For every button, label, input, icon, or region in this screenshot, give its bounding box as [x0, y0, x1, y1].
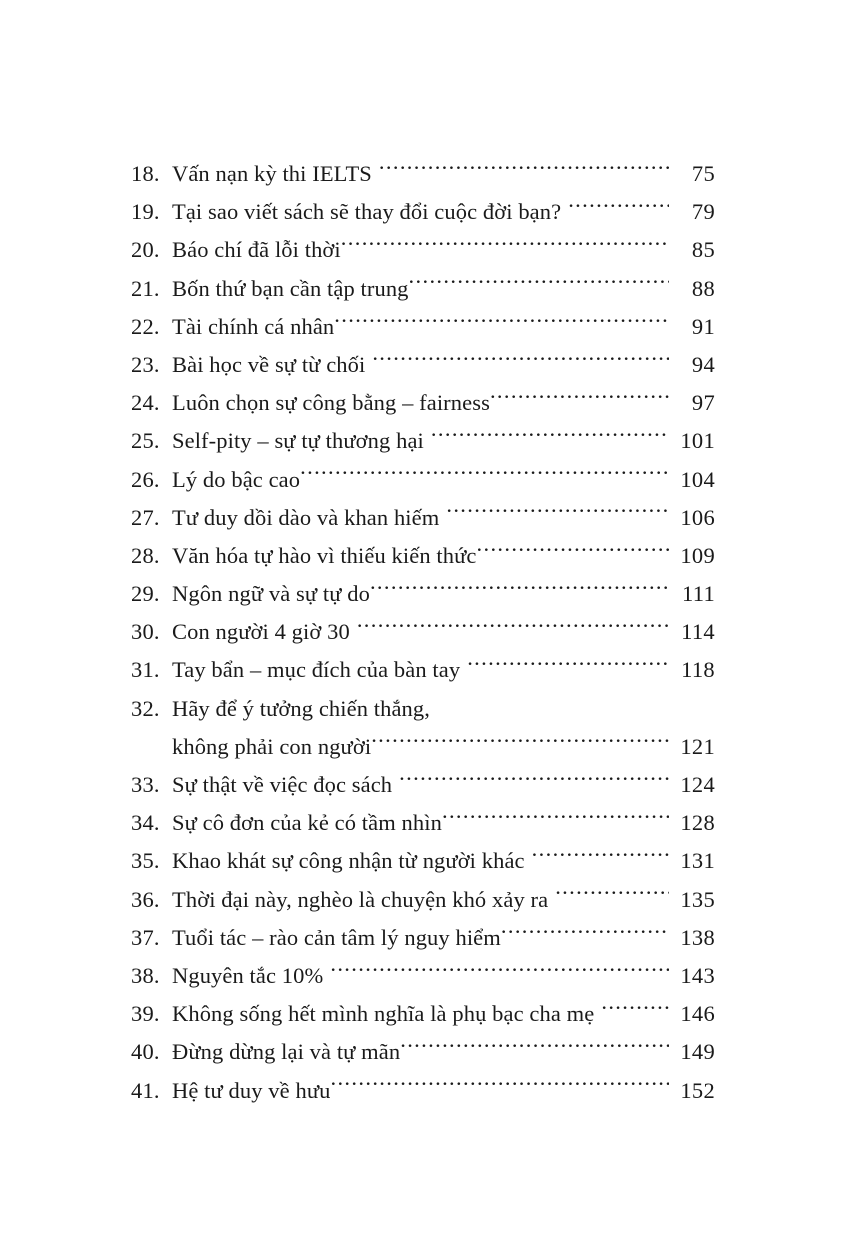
toc-entry-page-number: 79 — [691, 199, 715, 225]
toc-entry-line[interactable] — [131, 1033, 715, 1071]
toc-entry-page-number: 143 — [680, 962, 715, 988]
toc-entry-number: 32. — [131, 695, 160, 721]
toc-entry-line[interactable] — [131, 155, 715, 193]
toc-entry-number: 37. — [131, 924, 160, 950]
dot-leader — [372, 349, 669, 372]
toc-entry-title: Sự cô đơn của kẻ có tầm nhìn — [172, 810, 442, 836]
toc-entry-title: Lý do bậc cao — [172, 466, 301, 492]
toc-entry[interactable] — [131, 1033, 715, 1071]
toc-entry[interactable] — [131, 346, 715, 384]
toc-entry-number: 22. — [131, 313, 160, 339]
toc-entry-title: Tại sao viết sách sẽ thay đổi cuộc đời bạn? — [172, 199, 562, 225]
toc-entry[interactable] — [131, 613, 715, 651]
toc-entry-page-number: 94 — [691, 351, 715, 377]
toc-entry-title: Đừng dừng lại và tự mãn — [172, 1039, 401, 1065]
toc-entry-title: Báo chí đã lỗi thời — [172, 237, 341, 263]
toc-entry-title: Bốn thứ bạn cần tập trung — [172, 275, 409, 301]
toc-entry-page-number: 114 — [681, 619, 715, 645]
toc-entry[interactable] — [131, 308, 715, 346]
toc-entry-number: 24. — [131, 390, 160, 416]
toc-entry-title: Nguyên tắc 10% — [172, 962, 324, 988]
toc-entry[interactable] — [131, 422, 715, 460]
toc-entry-number: 18. — [131, 161, 160, 186]
dot-leader — [371, 731, 669, 754]
toc-entry-number: 41. — [131, 1077, 160, 1103]
toc-entry-title: Hệ tư duy về hưu — [172, 1077, 331, 1103]
toc-entry-line[interactable] — [131, 1072, 715, 1110]
toc-entry-number: 20. — [131, 237, 160, 263]
toc-entry-page-number: 128 — [680, 810, 715, 836]
toc-entry-line[interactable] — [131, 651, 715, 689]
toc-entry-title: Con người 4 giờ 30 — [172, 619, 350, 645]
toc-entry-line[interactable] — [131, 575, 715, 613]
toc-entry[interactable] — [131, 231, 715, 269]
toc-entry-line-continued[interactable] — [131, 728, 715, 766]
toc-entry-title-continued: không phải con người — [172, 733, 372, 759]
toc-entry-line[interactable] — [131, 193, 715, 231]
dot-leader — [330, 1075, 669, 1098]
toc-entry-number: 23. — [131, 351, 160, 377]
toc-entry[interactable] — [131, 881, 715, 919]
toc-entry[interactable] — [131, 499, 715, 537]
toc-entry[interactable] — [131, 651, 715, 689]
toc-entry-line[interactable] — [131, 957, 715, 995]
toc-entry-page-number: 97 — [691, 390, 715, 416]
toc-entry[interactable] — [131, 384, 715, 422]
toc-entry-number: 39. — [131, 1001, 160, 1027]
dot-leader — [568, 197, 669, 220]
toc-entry-number: 21. — [131, 275, 160, 301]
toc-entry-number: 19. — [131, 199, 160, 225]
toc-entry-title: Tài chính cá nhân — [172, 313, 335, 339]
toc-entry-title: Thời đại này, nghèo là chuyện khó xảy ra — [172, 886, 549, 912]
toc-entry-number: 35. — [131, 848, 160, 874]
toc-entry-line[interactable] — [131, 842, 715, 880]
toc-entry-page-number: 91 — [691, 313, 715, 339]
toc-entry-line[interactable] — [131, 766, 715, 804]
toc-entry-title: Ngôn ngữ và sự tự do — [172, 581, 370, 607]
dot-leader — [330, 960, 669, 983]
toc-entry-number: 28. — [131, 542, 160, 568]
dot-leader — [490, 388, 669, 411]
dot-leader — [532, 846, 669, 869]
toc-entry-line[interactable] — [131, 461, 715, 499]
toc-entry-title: Tuổi tác – rào cản tâm lý nguy hiểm — [172, 924, 501, 950]
toc-entry-page-number: 109 — [680, 542, 715, 568]
table-of-contents — [131, 155, 715, 1110]
dot-leader — [442, 808, 669, 831]
toc-entry-line[interactable] — [131, 804, 715, 842]
toc-entry-title: Sự thật về việc đọc sách — [172, 772, 393, 797]
dot-leader — [555, 884, 669, 907]
toc-entry-page-number: 75 — [691, 161, 715, 186]
toc-entry-number: 25. — [131, 428, 160, 454]
toc-entry-page-number: 118 — [681, 657, 715, 683]
toc-entry[interactable] — [131, 155, 715, 193]
toc-entry-number: 31. — [131, 657, 160, 683]
dot-leader — [446, 502, 669, 525]
toc-entry[interactable] — [131, 1072, 715, 1110]
toc-entry-title: Bài học về sự từ chối — [172, 351, 366, 377]
toc-entry-number: 29. — [131, 581, 160, 607]
dot-leader — [430, 693, 714, 716]
toc-entry[interactable] — [131, 270, 715, 308]
toc-entry-number: 30. — [131, 619, 160, 645]
toc-entry-page-number: 131 — [680, 848, 715, 874]
dot-leader — [357, 617, 669, 640]
toc-entry-line[interactable] — [131, 499, 715, 537]
toc-entry-page-number: 124 — [680, 772, 715, 797]
toc-entry[interactable] — [131, 537, 715, 575]
dot-leader — [501, 922, 669, 945]
dot-leader — [467, 655, 669, 678]
toc-entry-page-number: 101 — [680, 428, 715, 454]
toc-entry-page-number: 106 — [680, 504, 715, 530]
toc-entry-line[interactable] — [131, 270, 715, 308]
dot-leader — [409, 273, 669, 296]
toc-entry-title: Không sống hết mình nghĩa là phụ bạc cha mẹ — [172, 1001, 595, 1027]
toc-entry-title: Tay bẩn – mục đích của bàn tay — [172, 657, 461, 683]
toc-entry-page-number: 111 — [682, 581, 715, 607]
dot-leader — [300, 464, 669, 487]
toc-entry-number: 34. — [131, 810, 160, 836]
toc-entry[interactable] — [131, 804, 715, 842]
toc-entry-page-number: 146 — [680, 1001, 715, 1027]
toc-entry-number: 33. — [131, 772, 160, 797]
toc-entry[interactable] — [131, 575, 715, 613]
toc-entry-page-number: 135 — [680, 886, 715, 912]
toc-entry-number: 38. — [131, 962, 160, 988]
toc-entry-page-number: 152 — [680, 1077, 715, 1103]
toc-entry-title: Hãy để ý tưởng chiến thắng, — [172, 695, 430, 721]
toc-entry[interactable] — [131, 766, 715, 804]
toc-entry-line[interactable] — [131, 537, 715, 575]
toc-entry-title: Tư duy dồi dào và khan hiếm — [172, 504, 440, 530]
toc-entry[interactable] — [131, 957, 715, 995]
toc-entry[interactable] — [131, 461, 715, 499]
toc-entry-page-number: 88 — [691, 275, 715, 301]
dot-leader — [431, 426, 669, 449]
toc-entry-line[interactable] — [131, 346, 715, 384]
toc-entry-title: Vấn nạn kỳ thi IELTS — [172, 161, 372, 186]
toc-entry-line[interactable] — [131, 308, 715, 346]
toc-entry-title: Văn hóa tự hào vì thiếu kiến thức — [172, 542, 477, 568]
toc-entry[interactable] — [131, 690, 715, 766]
toc-entry-number: 36. — [131, 886, 160, 912]
toc-entry-title: Self-pity – sự tự thương hại — [172, 428, 424, 454]
toc-entry-title: Khao khát sự công nhận từ người khác — [172, 848, 525, 874]
toc-entry-line[interactable] — [131, 881, 715, 919]
toc-entry-line[interactable] — [131, 919, 715, 957]
dot-leader — [601, 999, 669, 1022]
dot-leader — [334, 311, 669, 334]
toc-entry-line[interactable] — [131, 231, 715, 269]
toc-entry-title: Luôn chọn sự công bằng – fairness — [172, 390, 490, 416]
toc-entry-page-number: 85 — [691, 237, 715, 263]
toc-entry-page-number: 149 — [680, 1039, 715, 1065]
toc-entry-line[interactable] — [131, 384, 715, 422]
toc-entry[interactable] — [131, 842, 715, 880]
toc-entry-line[interactable] — [131, 690, 715, 728]
dot-leader — [477, 540, 670, 563]
dot-leader — [400, 1037, 669, 1060]
toc-entry-number: 40. — [131, 1039, 160, 1065]
dot-leader — [379, 159, 669, 182]
toc-entry-number: 26. — [131, 466, 160, 492]
toc-entry-line[interactable] — [131, 995, 715, 1033]
toc-entry-page-number: 121 — [680, 733, 715, 759]
toc-entry-number: 27. — [131, 504, 160, 530]
dot-leader — [370, 579, 669, 602]
dot-leader — [399, 770, 669, 793]
toc-entry[interactable] — [131, 193, 715, 231]
dot-leader — [341, 235, 669, 258]
toc-entry-line[interactable] — [131, 613, 715, 651]
toc-entry-page-number: 138 — [680, 924, 715, 950]
toc-entry-page-number: 104 — [680, 466, 715, 492]
toc-entry[interactable] — [131, 919, 715, 957]
toc-entry[interactable] — [131, 995, 715, 1033]
toc-entry-line[interactable] — [131, 422, 715, 460]
